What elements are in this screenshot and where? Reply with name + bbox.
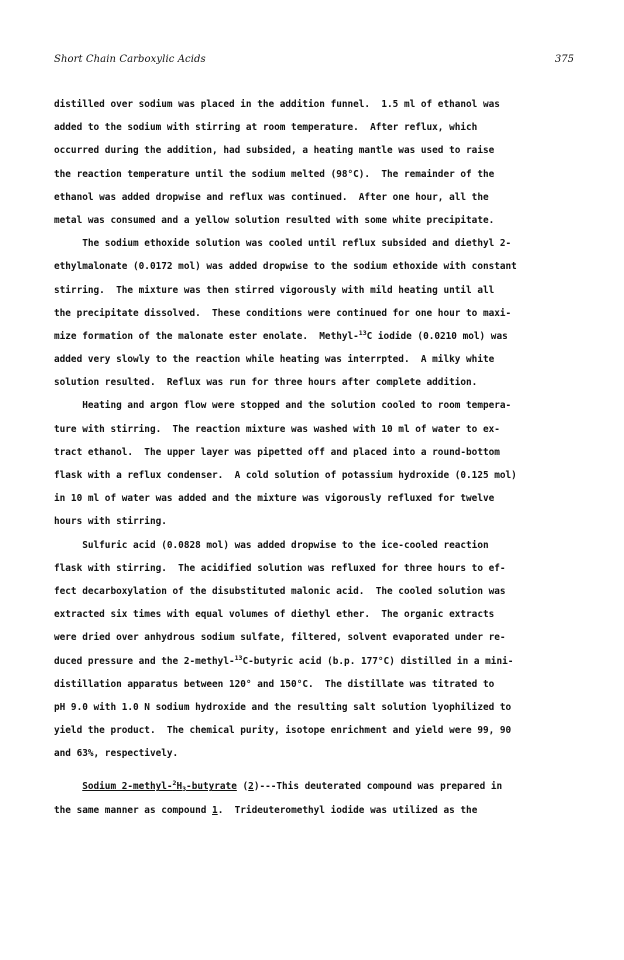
text-line: added to the sodium with stirring at room temperature. After reflux, which [54, 122, 478, 134]
text-line: occurred during the addition, had subsided, a heating mantle was used to raise [54, 145, 495, 157]
text-line: ethanol was added dropwise and reflux was continued. After one hour, all the [54, 191, 489, 203]
text-line: pH 9.0 with 1.0 N sodium hydroxide and the resulting salt solution lyophilized to [54, 701, 512, 713]
page-number: 375 [554, 54, 574, 65]
text-line: hours with stirring. [54, 516, 167, 528]
text-line: distillation apparatus between 120° and 150°C. The distillate was titrated to [54, 678, 495, 690]
text-segment: C-butyric acid (b.p. 177°C) distilled in a mini- [242, 655, 514, 667]
paragraph-5 [54, 775, 574, 821]
isotope-superscript: 2 [172, 779, 177, 788]
text-segment: . Trideuteromethyl iodide was utilized as the [217, 804, 478, 816]
text-line: flask with a reflux condenser. A cold solution of potassium hydroxide (0.125 mol) [54, 470, 517, 481]
text-line [54, 650, 574, 673]
text-line: yield the product. The chemical purity, isotope enrichment and yield were 99, 90 [54, 725, 512, 737]
compound-heading [82, 781, 237, 792]
text-line: ethylmalonate (0.0172 mol) was added dropwise to the sodium ethoxide with constant [54, 261, 517, 273]
compound-number: 2 [248, 781, 254, 793]
paragraph-gap [54, 765, 574, 775]
text-line: extracted six times with equal volumes of diethyl ether. The organic extracts [54, 609, 495, 621]
text-line: tract ethanol. The upper layer was pipetted off and placed into a round-bottom [54, 446, 500, 458]
text-line [54, 799, 574, 822]
subscript: 3 [182, 785, 187, 794]
text-segment: Sodium 2-methyl- [82, 781, 173, 793]
text-line: and 63%, respectively. [54, 748, 179, 760]
text-line: ture with stirring. The reaction mixture was washed with 10 ml of water to ex- [54, 423, 500, 435]
text-line [54, 775, 574, 798]
text-line: the precipitate dissolved. These conditions were continued for one hour to maxi- [54, 307, 512, 319]
text-line: fect decarboxylation of the disubstituted malonic acid. The cooled solution was [54, 585, 506, 597]
text-segment: duced pressure and the 2-methyl- [54, 655, 235, 667]
paragraph-4 [54, 534, 574, 766]
text-line: Heating and argon flow were stopped and the solution cooled to room tempera- [54, 400, 512, 412]
isotope-superscript: 13 [234, 653, 243, 662]
text-line: distilled over sodium was placed in the addition funnel. 1.5 ml of ethanol was [54, 99, 500, 110]
text-line: in 10 ml of water was added and the mixture was vigorously refluxed for twelve [54, 493, 495, 505]
text-segment: mize formation of the malonate ester enolate. Methyl- [54, 330, 359, 342]
text-line: The sodium ethoxide solution was cooled until reflux subsided and diethyl 2- [54, 238, 512, 250]
text-segment: H [176, 781, 183, 793]
text-line: stirring. The mixture was then stirred vigorously with mild heating until all [54, 284, 495, 296]
text-line: metal was consumed and a yellow solution resulted with some white precipitate. [54, 214, 495, 226]
page-header [54, 54, 574, 70]
text-segment: C iodide (0.0210 mol) was [366, 330, 508, 342]
body-text [54, 93, 574, 822]
text-line: flask with stirring. The acidified solution was refluxed for three hours to ef- [54, 562, 506, 574]
text-line [54, 325, 574, 348]
text-line: were dried over anhydrous sodium sulfate, filtered, solvent evaporated under re- [54, 632, 506, 644]
text-segment: -butyrate [186, 781, 237, 793]
paragraph-1 [54, 93, 574, 232]
text-segment: )---This deuterated compound was prepared in [253, 781, 503, 793]
paragraph-3 [54, 394, 574, 533]
running-title: Short Chain Carboxylic Acids [54, 54, 206, 65]
compound-number: 1 [212, 804, 218, 816]
text-line: Sulfuric acid (0.0828 mol) was added dropwise to the ice-cooled reaction [54, 539, 489, 551]
text-line: the reaction temperature until the sodium melted (98°C). The remainder of the [54, 168, 495, 180]
paragraph-2 [54, 232, 574, 394]
isotope-superscript: 13 [358, 328, 367, 337]
text-segment: the same manner as compound [54, 804, 213, 816]
indent [54, 781, 82, 792]
text-segment: ( [236, 781, 249, 793]
text-line: added very slowly to the reaction while heating was interrpted. A milky white [54, 354, 495, 366]
text-line: solution resulted. Reflux was run for three hours after complete addition. [54, 377, 478, 389]
